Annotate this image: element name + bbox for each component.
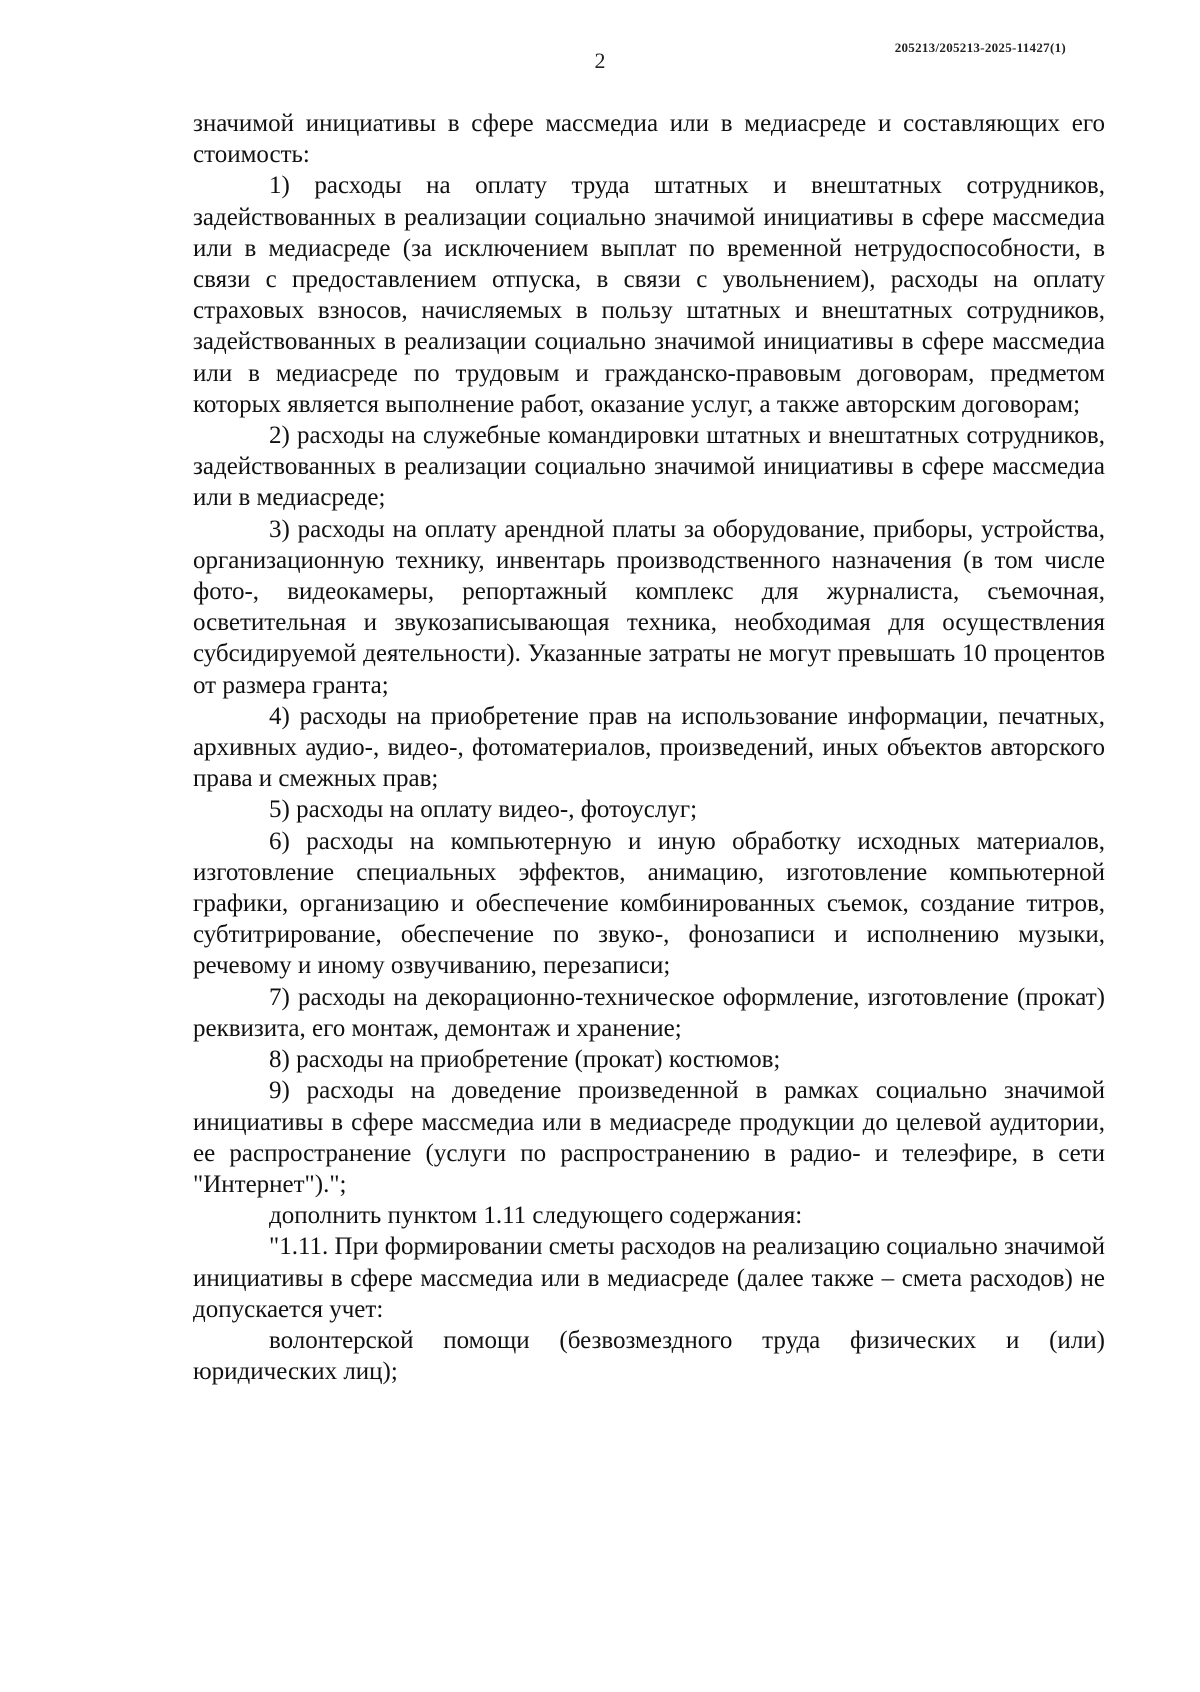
list-item: 2) расходы на служебные командировки штатных и внештатных сотрудников, задействованных в реализации социально значимой инициативы в сфере массмедиа или в медиасреде; <box>193 422 1105 512</box>
list-item: 8) расходы на приобретение (прокат) костюмов; <box>269 1046 781 1074</box>
list-item: 4) расходы на приобретение прав на использование информации, печатных, архивных аудио-, видео-, фотоматериалов, произведений, иных объектов авторского права и смежных прав; <box>193 702 1105 793</box>
page-number: 2 <box>594 48 606 73</box>
paragraph: волонтерской помощи (безвозмездного труда физических и (или) юридических лиц); <box>193 1326 1105 1386</box>
list-item: 6) расходы на компьютерную и иную обработку исходных материалов, изготовление специальных эффектов, анимацию, изготовление компьютерной графики, организацию и обеспечение комбинированных съемок, создание титров, субтитрирование, обеспечение по звуко-, фонозаписи и исполнению музыки, речевому и иному озвучиванию, перезаписи; <box>193 827 1105 980</box>
list-item: 7) расходы на декорационно-техническое оформление, изготовление (прокат) реквизита, его монтаж, демонтаж и хранение; <box>193 983 1105 1042</box>
document-body <box>193 108 1105 1387</box>
list-item: 5) расходы на оплату видео-, фотоуслуг; <box>269 796 698 824</box>
paragraph: "1.11. При формировании сметы расходов на реализацию социально значимой инициативы в сфере массмедиа или в медиасреде (далее также – смета расходов) не допускается учет: <box>193 1233 1105 1323</box>
list-item: 9) расходы на доведение произведенной в рамках социально значимой инициативы в сфере массмедиа или в медиасреде продукции до целевой аудитории, ее распространение (услуги по распространению в радио- и телеэфире, в сети "Интернет")."; <box>193 1077 1105 1198</box>
document-number: 205213/205213-2025-11427(1) <box>894 40 1066 55</box>
paragraph: значимой инициативы в сфере массмедиа или в медиасреде и составляющих его стоимость: <box>193 110 1105 169</box>
paragraph: дополнить пунктом 1.11 следующего содержания: <box>269 1202 803 1230</box>
list-item: 3) расходы на оплату арендной платы за оборудование, приборы, устройства, организационную технику, инвентарь производственного назначения (в том числе фото-, видеокамеры, репортажный комплекс для журналиста, съемочная, осветительная и звукозаписывающая техника, необходимая для осуществления субсидируемой деятельности). Указанные затраты не могут превышать 10 процентов от размера гранта; <box>193 515 1105 699</box>
list-item: 1) расходы на оплату труда штатных и внештатных сотрудников, задействованных в реализации социально значимой инициативы в сфере массмедиа или в медиасреде (за исключением выплат по временной нетрудоспособности, в связи с предоставлением отпуска, в связи с увольнением), расходы на оплату страховых взносов, начисляемых в пользу штатных и внештатных сотрудников, задействованных в реализации социально значимой инициативы в сфере массмедиа или в медиасреде по трудовым и гражданско-правовым договорам, предметом которых является выполнение работ, оказание услуг, а также авторским договорам; <box>193 172 1105 418</box>
